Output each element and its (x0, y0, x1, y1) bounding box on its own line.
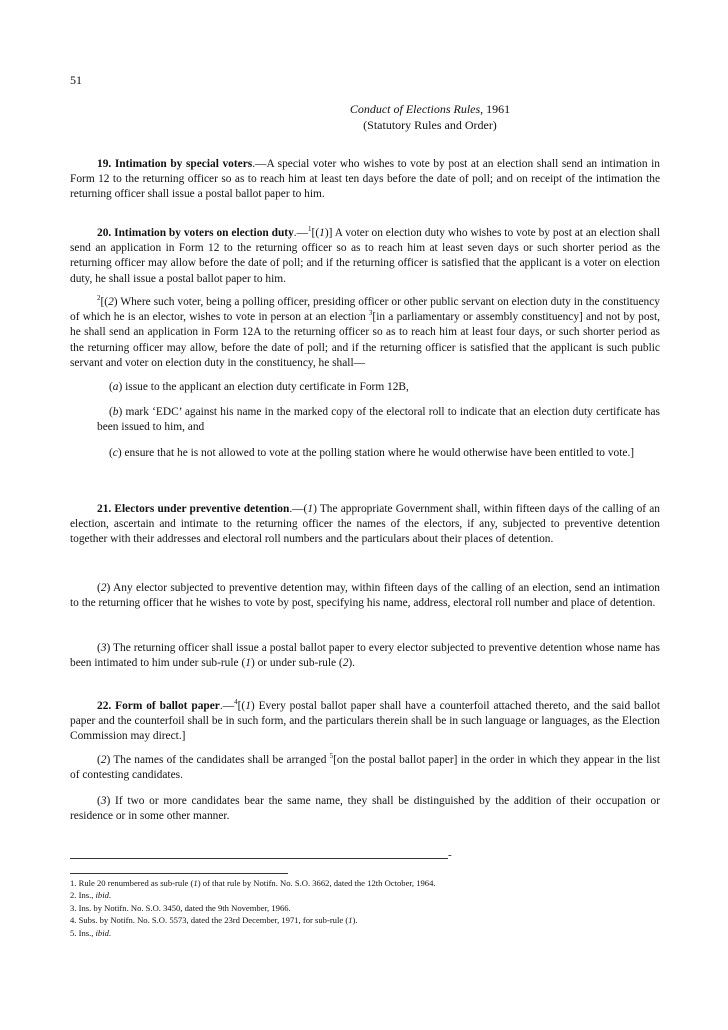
footnote-ref-4: 4 (234, 698, 238, 707)
footnote-ref-2: 2 (97, 294, 101, 303)
sub-rule-number: 3 (100, 642, 107, 654)
page-number: 51 (70, 73, 82, 87)
rule-21-text-3a: ) The returning officer shall issue a postal ballot paper to every elector subjected to preventive detention whose name has been intimated to him under sub-rule ( (70, 642, 660, 670)
clause-label: b (112, 406, 119, 418)
act-title-italic: Conduct of Elections Rules, (349, 102, 484, 116)
rule-22-sub-3: (3) If two or more candidates bear the same name, they shall be distinguished by the addition of their occupation or residence or in some other manner. (70, 795, 660, 823)
clause-c: (c) ensure that he is not allowed to vote at the polling station where he would otherwise have been entitled to vote.] (109, 447, 635, 459)
footnote-text: 4. Subs. by Notifn. No. S.O. 5573, dated the 23rd December, 1971, for sub-rule ( (70, 915, 349, 926)
act-year: 1961 (483, 102, 511, 116)
sub-rule-number: 1 (307, 503, 314, 515)
rule-19-heading: 19. Intimation by special voters (97, 158, 253, 170)
footnote-ref-1: 1 (308, 225, 312, 234)
clause-a: (a) issue to the applicant an election duty certificate in Form 12B, (109, 381, 409, 393)
footnote-text: . (108, 927, 112, 938)
sub-rule-number: 1 (319, 227, 325, 239)
rule-22-sub-2: (2) The names of the candidates shall be arranged $^5$[on the postal ballot paper] in the order in which they appear in the list of contesting candidates. (70, 752, 661, 782)
footnote-text: 1. Rule 20 renumbered as sub-rule ( (70, 878, 194, 888)
footnote-italic: 1 (348, 915, 353, 926)
clause-b: (b) mark ‘EDC’ against his name in the marked copy of the electoral roll to indicate that an election duty certificate has been issued to him, and (97, 406, 660, 434)
bracket-close: ) (113, 296, 118, 308)
footnote-1 (70, 877, 670, 889)
act-subtitle: (Statutory Rules and Order) (363, 118, 497, 132)
rule-21-text-2: ) Any elector subjected to preventive detention may, within fifteen days of the calling of an election, send an intimation to the returning officer that he wishes to vote by post, specifying his name, address, electoral roll number and place of detention. (70, 582, 660, 610)
sub-rule-number: 2 (108, 296, 114, 308)
bracket-open: [( (237, 700, 246, 712)
footnotes (70, 877, 670, 939)
rule-22-dash: .— (219, 700, 235, 712)
rule-22-sub-1 (70, 699, 660, 745)
footnote-5 (70, 927, 670, 939)
sub-rule-number: 2 (100, 754, 107, 766)
rule-21-text-3b: ) or under sub-rule ( (250, 657, 343, 670)
rule-20-text: A voter on election duty who wishes to vote by post at an election shall send an application in Form 12 to the returning officer so as to reach him at least seven days or such shorter period as the returning officer may allow before the date of poll; and if the returning officer is satisfied that the applicant is a voter on election duty, he shall issue a postal ballot paper to him. (70, 227, 660, 285)
rule-21-heading: 21. Electors under preventive detention (97, 503, 290, 515)
bracket-open: [( (311, 227, 320, 239)
footnote-2 (70, 889, 670, 901)
rule-22-text-2a: ) The names of the candidates shall be arranged (106, 754, 330, 766)
bracket-open: [( (100, 296, 109, 308)
rule-20-sub-2-text-b: [in a parliamentary or assembly constituency] and not by post, he shall send an application in Form 12A to the returning officer so as to reach him at least four days, or such shorter period as the returning officer may allow, before the date of poll; and if the returning officer is satisfied that the applicant is such public servant and voter on election duty in the constituency, he shall— (70, 311, 660, 369)
rule-22-text-2b: [on the postal ballot paper] in the order in which they appear in the list of contesting candidates. (70, 754, 661, 782)
sub-rule-number: 2 (100, 582, 107, 594)
clause-label: c (112, 447, 118, 459)
footnote-4 (70, 914, 670, 926)
footnote-italic: ibid (95, 927, 109, 938)
rule-20-dash: .— (293, 227, 309, 239)
footnote-ref-5: 5 (329, 752, 334, 761)
rule-21-text-1: ) The appropriate Government shall, within fifteen days of the calling of an election, ascertain and intimate to the returning officer the names of the electors, if any, subjected to preventive detention together with their addresses and electoral roll numbers and the particulars about their places of detention. (70, 503, 660, 546)
footnote-separator (70, 873, 288, 874)
footnote-text: ) of that rule by Notifn. No. S.O. 3662, dated the 12th October, 1964. (197, 878, 436, 888)
rule-22-text-3: ) If two or more candidates bear the same name, they shall be distinguished by the addition of their occupation or residence or in some other manner. (70, 795, 660, 823)
footnote-text: 5. Ins., (70, 927, 96, 938)
rule-20-sub-2 (70, 295, 660, 371)
clause-c-text: ensure that he is not allowed to vote at the polling station where he would otherwise have been entitled to vote.] (121, 447, 635, 459)
rule-20-heading: 20. Intimation by voters on election duty (97, 227, 294, 239)
footnote-text: 2. Ins., (70, 890, 96, 901)
rule-21-sub-1 (70, 502, 660, 548)
sub-rule-ref: 2 (342, 657, 349, 670)
rule-21-sub-2: (2) Any elector subjected to preventive detention may, within fifteen days of the calling of an election, send an intimation to the returning officer that he wishes to vote by post, specifying his name, address, electoral roll number and place of detention. (70, 582, 660, 610)
rule-22-text-1: ) Every postal ballot paper shall have a counterfoil attached thereto, and the said ballot paper and the counterfoil shall be in such form, and the particulars therein shall be in such language or languages, as the Election Commission may direct.] (70, 700, 660, 743)
clause-label: a (112, 381, 119, 393)
sub-rule-ref: 1 (245, 657, 251, 670)
rule-22-heading: 22. Form of ballot paper (97, 700, 220, 712)
rule-21-sub-3: (3) The returning officer shall issue a postal ballot paper to every elector subjected to preventive detention whose name has been intimated to him under sub-rule (1) or under sub-rule (2). (70, 642, 660, 670)
clause-a-text: issue to the applicant an election duty certificate in Form 12B, (122, 381, 409, 393)
footnote-ref-3: 3 (368, 309, 373, 318)
sub-rule-number: 3 (100, 795, 107, 807)
rule-19-text: .—A special voter who wishes to vote by post at an election shall send an intimation in Form 12 to the returning officer so as to reach him at least ten days before the date of poll; and on receipt of the intimation the returning officer shall issue a postal ballot paper to him. (70, 158, 660, 201)
sub-rule-number: 1 (245, 700, 251, 712)
footnote-text: ). (352, 915, 358, 926)
separator-line (70, 858, 448, 859)
bracket-close: )] (324, 227, 333, 239)
rule-21-dash: .—( (289, 503, 308, 515)
rule-21-text-3c: ). (348, 657, 356, 670)
clause-b-text: mark ‘EDC’ against his name in the marked copy of the electoral roll to indicate that an election duty certificate has been issued to him, and (97, 406, 660, 434)
footnote-3: 3. Ins. by Notifn. No. S.O. 3450, dated the 9th November, 1966. (70, 902, 291, 913)
footnote-text: . (108, 890, 112, 901)
rule-20-sub-1 (70, 226, 660, 287)
separator-dash: - (448, 849, 452, 861)
footnote-italic: 1 (193, 878, 198, 888)
rule-20-sub-2-text-a: Where such voter, being a polling officer, presiding officer or other public servant on election duty in the constituency of which he is an elector, wishes to vote in person at an election (70, 296, 660, 324)
rule-19 (70, 157, 660, 203)
act-title (160, 102, 700, 117)
footnote-italic: ibid (95, 890, 109, 901)
